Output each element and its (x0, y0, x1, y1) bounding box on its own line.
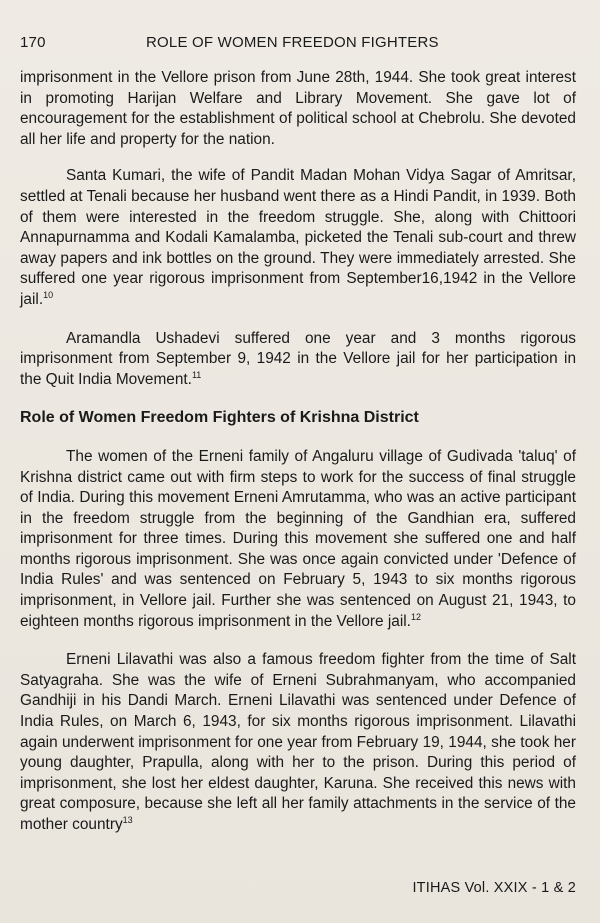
page-header (20, 34, 576, 56)
footnote-marker: 12 (410, 611, 421, 622)
body-text (20, 68, 576, 836)
paragraph (20, 650, 576, 835)
page-footer: ITIHAS Vol. XXIX - 1 & 2 (412, 880, 576, 896)
paragraph (20, 68, 576, 150)
running-title: ROLE OF WOMEN FREEDON FIGHTERS (146, 34, 439, 51)
paragraph (20, 166, 576, 310)
page-number: 170 (20, 34, 46, 51)
paragraph-text: imprisonment in the Vellore prison from June 28th, 1944. She took great interest in promoting Harijan Welfare and Library Movement. She gave lot of encouragement for the establishment of political school at Chebrolu. She devoted all her life and property for the nation. (20, 69, 576, 148)
paragraph-text: Erneni Lilavathi was also a famous freedom fighter from the time of Salt Satyagraha. She was the wife of Erneni Subrahmanyam, who accompanied Gandhiji in his Dandi March. Erneni Lilavathi was sentenced under Defence of India Rules, on March 6, 1943, for six months rigorous imprisonment. Lilavathi again underwent imprisonment for one year from February 19, 1944, she took her young daughter, Prapulla, along with her to the prison. During this period of imprisonment, she lost her eldest daughter, Karuna. She received this news with great composure, because she left all her family attachments in the service of the mother country (20, 651, 576, 833)
footnote-marker: 11 (191, 369, 202, 380)
footnote-marker: 13 (122, 814, 133, 825)
paragraph (20, 329, 576, 391)
paragraph-text: Aramandla Ushadevi suffered one year and 3 months rigorous imprisonment from September 9, 1942 in the Vellore jail for her participation in the Quit India Movement. (20, 329, 576, 388)
paragraph (20, 447, 576, 632)
section-heading: Role of Women Freedom Fighters of Krishna District (20, 409, 419, 427)
paragraph-text: The women of the Erneni family of Angaluru village of Gudivada 'taluq' of Krishna district came out with firm steps to work for the success of final struggle of India. During this movement Erneni Amrutamma, who was an active participant in the freedom struggle from the beginning of the Gandhian era, suffered imprisonment for three times. During this movement she suffered one and half months rigorous imprisonment. She was once again convicted under 'Defence of India Rules' and was sentenced on February 5, 1943 to six months rigorous imprisonment, in Vellore jail. Further she was sentenced on August 21, 1943, to eighteen months rigorous imprisonment in the Vellore jail. (20, 447, 576, 630)
footnote-marker: 10 (43, 289, 54, 300)
paragraph-text: Santa Kumari, the wife of Pandit Madan Mohan Vidya Sagar of Amritsar, settled at Tenali because her husband went there as a Hindi Pandit, in 1939. Both of them were interested in the freedom struggle. She, along with Chittoori Annapurnamma and Kodali Kamalamba, picketed the Tenali sub-court and threw away papers and ink bottles on the ground. They were immediately arrested. She suffered one year rigorous imprisonment from September16,1942 in the Vellore jail. (20, 167, 576, 308)
